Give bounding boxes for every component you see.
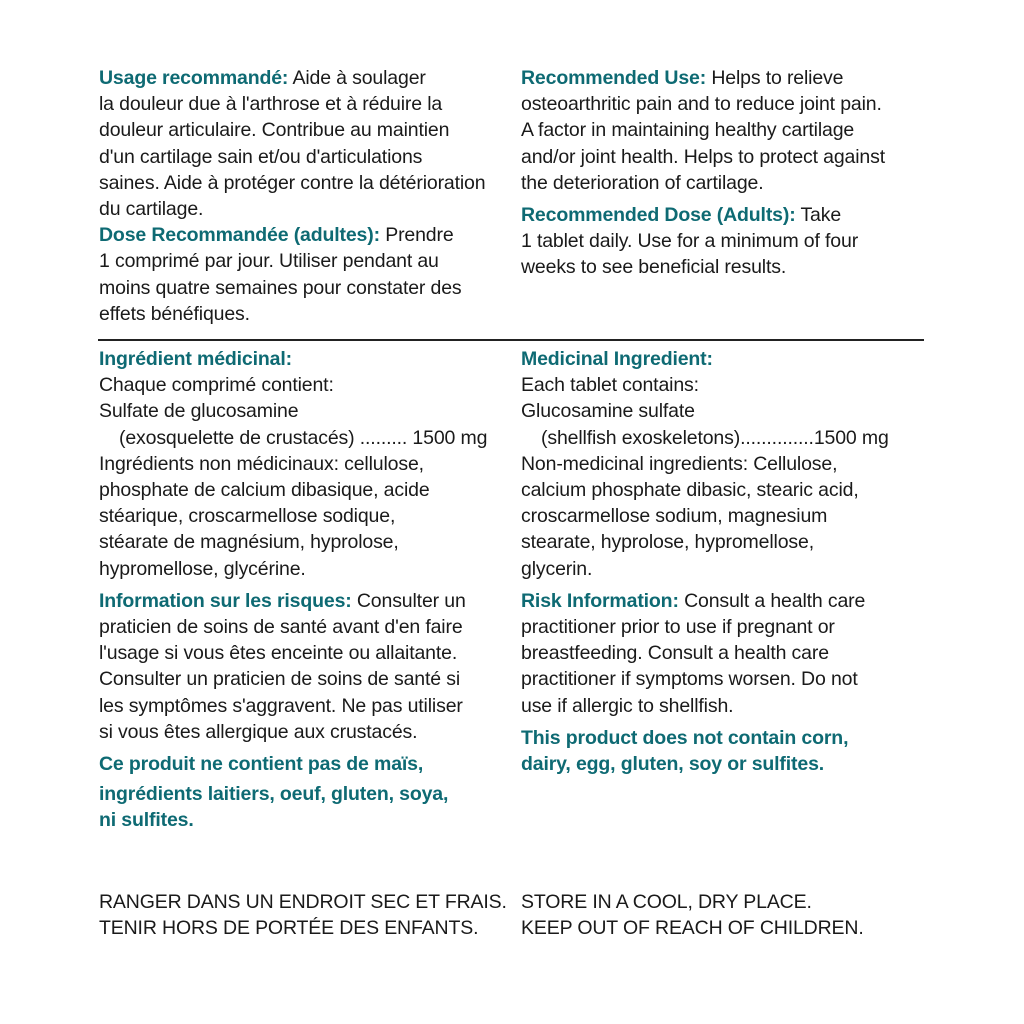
fr-dose-first: Prendre	[379, 224, 454, 247]
fr-usage-paragraph	[99, 65, 504, 91]
en-risk-paragraph	[521, 588, 926, 614]
fr-usage-line: d'un cartilage sain et/ou d'articulations	[99, 145, 423, 168]
fr-dose-line: effets bénéfiques.	[99, 302, 250, 325]
fr-usage-line: douleur articulaire. Contribue au maintien	[99, 119, 450, 142]
en-risk-line: use if allergic to shellfish.	[521, 694, 734, 717]
fr-risk-heading: Information sur les risques:	[99, 589, 352, 612]
en-allergen-line: dairy, egg, gluten, soy or sulfites.	[521, 753, 825, 776]
en-usage-line: A factor in maintaining healthy cartilage	[521, 119, 855, 142]
en-nonmedicinal-line: croscarmellose sodium, magnesium	[521, 505, 828, 528]
fr-risk-line: Consulter un praticien de soins de santé si	[99, 668, 461, 691]
fr-risk-first: Consulter un	[351, 589, 466, 612]
en-usage-line: and/or joint health. Helps to protect against	[521, 145, 885, 168]
fr-risk-line: les symptômes s'aggravent. Ne pas utiliser	[99, 694, 463, 717]
fr-ingredient-line: Sulfate de glucosamine	[99, 400, 299, 423]
fr-nonmedicinal-line: phosphate de calcium dibasique, acide	[99, 479, 430, 502]
en-risk-first: Consult a health care	[678, 589, 866, 612]
fr-ingredient-amount: (exosquelette de crustacés) ......... 1500 mg	[119, 426, 488, 449]
fr-nonmedicinal-line: Ingrédients non médicinaux: cellulose,	[99, 452, 424, 475]
fr-risk-paragraph	[99, 588, 504, 614]
fr-usage-line: la douleur due à l'arthrose et à réduire la	[99, 93, 443, 116]
en-nonmedicinal-line: calcium phosphate dibasic, stearic acid,	[521, 479, 859, 502]
en-dose-line: 1 tablet daily. Use for a minimum of four	[521, 230, 859, 253]
en-ingredient-risk-block	[521, 346, 926, 777]
en-nonmedicinal-line: Non-medicinal ingredients: Cellulose,	[521, 452, 838, 475]
fr-nonmedicinal-line: stéarate de magnésium, hyprolose,	[99, 531, 399, 554]
fr-storage-block	[99, 889, 509, 941]
section-divider	[98, 339, 924, 341]
fr-dose-line: 1 comprimé par jour. Utiliser pendant au	[99, 250, 439, 273]
en-risk-heading: Risk Information:	[521, 589, 679, 612]
en-nonmedicinal-line: stearate, hyprolose, hypromellose,	[521, 531, 814, 554]
fr-risk-line: si vous êtes allergique aux crustacés.	[99, 720, 418, 743]
fr-risk-line: l'usage si vous êtes enceinte ou allaitante.	[99, 642, 458, 665]
en-risk-line: practitioner prior to use if pregnant or	[521, 616, 835, 639]
fr-ingredient-heading: Ingrédient médicinal:	[99, 348, 292, 370]
fr-dose-heading: Dose Recommandée (adultes):	[99, 224, 380, 247]
en-dose-first: Take	[795, 204, 842, 227]
en-dose-paragraph	[521, 202, 926, 228]
fr-usage-line: du cartilage.	[99, 198, 204, 221]
fr-allergen-line: ni sulfites.	[99, 809, 194, 832]
fr-risk-line: praticien de soins de santé avant d'en faire	[99, 616, 463, 639]
fr-nonmedicinal-line: stéarique, croscarmellose sodique,	[99, 505, 396, 528]
en-nonmedicinal-line: glycerin.	[521, 557, 593, 580]
fr-usage-first: Aide à soulager	[288, 67, 426, 89]
fr-allergen-line: Ce produit ne contient pas de maïs,	[99, 753, 424, 776]
en-storage-block	[521, 889, 926, 941]
fr-dose-line: moins quatre semaines pour constater des	[99, 276, 462, 299]
fr-usage-heading: Usage recommandé:	[99, 67, 289, 89]
en-ingredient-heading: Medicinal Ingredient:	[521, 348, 713, 370]
fr-storage-line: RANGER DANS UN ENDROIT SEC ET FRAIS.	[99, 891, 507, 913]
en-storage-line: KEEP OUT OF REACH OF CHILDREN.	[521, 917, 864, 940]
en-usage-line: the deterioration of cartilage.	[521, 171, 764, 194]
en-usage-dose-block	[521, 65, 926, 281]
en-usage-first: Helps to relieve	[706, 67, 844, 89]
en-risk-line: practitioner if symptoms worsen. Do not	[521, 668, 858, 691]
en-ingredient-amount: (shellfish exoskeletons)..............1500 mg	[541, 426, 889, 449]
en-usage-line: osteoarthritic pain and to reduce joint pain.	[521, 93, 882, 116]
en-risk-line: breastfeeding. Consult a health care	[521, 642, 829, 665]
fr-allergen-line: ingrédients laitiers, oeuf, gluten, soya,	[99, 783, 449, 806]
fr-dose-paragraph	[99, 222, 504, 248]
en-usage-paragraph	[521, 65, 926, 91]
en-usage-heading: Recommended Use:	[521, 67, 707, 89]
en-ingredient-line: Glucosamine sulfate	[521, 400, 695, 423]
en-dose-heading: Recommended Dose (Adults):	[521, 204, 796, 227]
en-allergen-line: This product does not contain corn,	[521, 726, 849, 749]
fr-ingredient-risk-block	[99, 346, 504, 834]
fr-nonmedicinal-line: hypromellose, glycérine.	[99, 557, 306, 580]
en-storage-line: STORE IN A COOL, DRY PLACE.	[521, 891, 812, 913]
en-dose-line: weeks to see beneficial results.	[521, 256, 787, 279]
fr-usage-dose-block	[99, 65, 504, 327]
fr-usage-line: saines. Aide à protéger contre la détérioration	[99, 171, 486, 194]
fr-ingredient-line: Chaque comprimé contient:	[99, 374, 334, 397]
fr-storage-line: TENIR HORS DE PORTÉE DES ENFANTS.	[99, 917, 479, 940]
en-ingredient-line: Each tablet contains:	[521, 374, 699, 397]
